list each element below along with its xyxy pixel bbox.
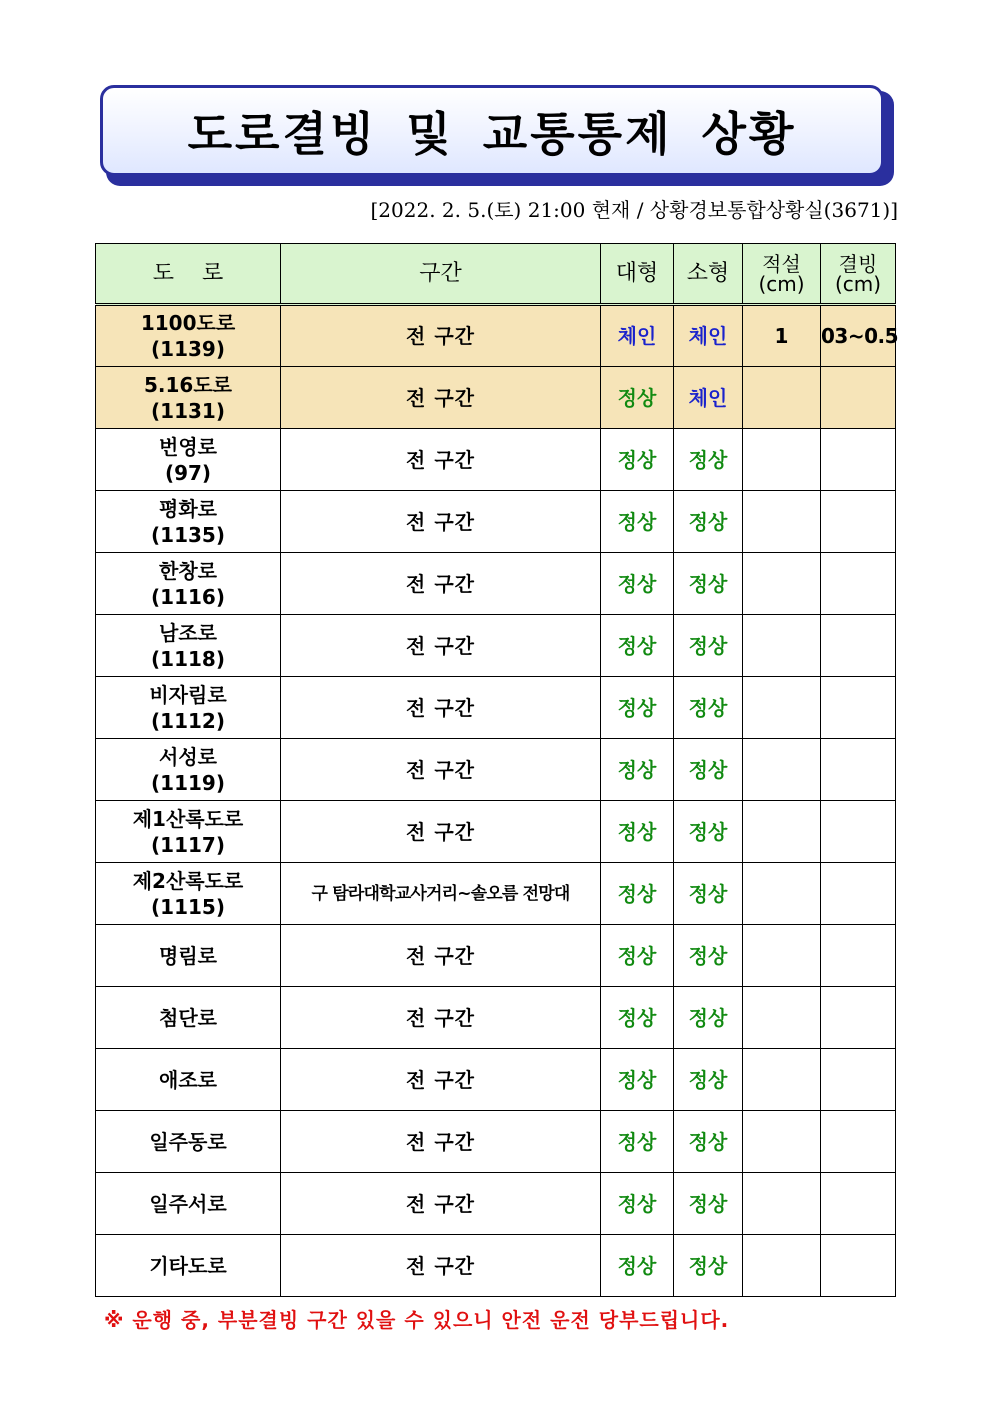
table-row — [96, 615, 896, 677]
section-cell: 전 구간 — [281, 677, 601, 739]
ice-depth-cell — [821, 925, 896, 987]
ice-depth-cell — [821, 987, 896, 1049]
header-snow — [743, 244, 821, 305]
road-cell — [96, 429, 281, 491]
header-ice-unit: (cm) — [834, 271, 882, 296]
snow-depth-cell — [743, 615, 821, 677]
table-row — [96, 863, 896, 925]
road-cell — [96, 367, 281, 429]
section-cell: 전 구간 — [281, 429, 601, 491]
table-row — [96, 367, 896, 429]
road-name: 제1산록도로 — [132, 806, 244, 831]
small-vehicle-status: 정상 — [674, 1111, 743, 1173]
large-vehicle-status: 정상 — [601, 801, 674, 863]
ice-depth-cell — [821, 553, 896, 615]
road-name: 번영로 — [159, 434, 217, 459]
road-name: 한창로 — [159, 558, 217, 583]
header-small: 소형 — [674, 244, 743, 305]
small-vehicle-status: 정상 — [674, 1235, 743, 1297]
road-name: 남조로 — [159, 620, 217, 645]
section-cell: 전 구간 — [281, 1235, 601, 1297]
section-cell: 전 구간 — [281, 1049, 601, 1111]
road-status-table — [95, 243, 899, 1297]
small-vehicle-status: 정상 — [674, 801, 743, 863]
small-vehicle-status: 정상 — [674, 1049, 743, 1111]
table-row — [96, 1173, 896, 1235]
header-snow-unit: (cm) — [758, 271, 805, 296]
header-snow-label: 적설 — [762, 251, 801, 276]
road-cell — [96, 925, 281, 987]
table-row — [96, 1111, 896, 1173]
table-row — [96, 801, 896, 863]
ice-depth-cell — [821, 1173, 896, 1235]
road-cell — [96, 1049, 281, 1111]
small-vehicle-status: 정상 — [674, 677, 743, 739]
table-row — [96, 1049, 896, 1111]
small-vehicle-status: 정상 — [674, 863, 743, 925]
snow-depth-cell — [743, 1173, 821, 1235]
header-large: 대형 — [601, 244, 674, 305]
road-name: 애조로 — [159, 1067, 217, 1092]
small-vehicle-status: 정상 — [674, 553, 743, 615]
snow-depth-cell: 1 — [743, 305, 821, 367]
road-name: 서성로 — [159, 744, 217, 769]
ice-depth-cell: 03~0.5 — [821, 305, 896, 367]
road-name: 첨단로 — [159, 1005, 217, 1030]
large-vehicle-status: 정상 — [601, 1235, 674, 1297]
snow-depth-cell — [743, 739, 821, 801]
section-cell: 전 구간 — [281, 491, 601, 553]
road-code: (1135) — [151, 522, 225, 547]
table-row — [96, 739, 896, 801]
section-cell: 전 구간 — [281, 305, 601, 367]
road-name: 5.16도로 — [144, 372, 232, 397]
road-name: 비자림로 — [149, 682, 227, 707]
road-cell — [96, 863, 281, 925]
large-vehicle-status: 정상 — [601, 429, 674, 491]
road-code: (1115) — [151, 894, 225, 919]
ice-depth-cell — [821, 1235, 896, 1297]
road-cell — [96, 987, 281, 1049]
section-cell: 전 구간 — [281, 615, 601, 677]
snow-depth-cell — [743, 801, 821, 863]
road-code: (1117) — [151, 832, 225, 857]
ice-depth-cell — [821, 677, 896, 739]
small-vehicle-status: 정상 — [674, 429, 743, 491]
large-vehicle-status: 정상 — [601, 987, 674, 1049]
snow-depth-cell — [743, 677, 821, 739]
table-row — [96, 925, 896, 987]
road-cell — [96, 491, 281, 553]
section-cell: 전 구간 — [281, 367, 601, 429]
section-cell: 전 구간 — [281, 801, 601, 863]
snow-depth-cell — [743, 429, 821, 491]
snow-depth-cell — [743, 553, 821, 615]
table-row — [96, 305, 896, 367]
ice-depth-cell — [821, 801, 896, 863]
large-vehicle-status: 정상 — [601, 1049, 674, 1111]
snow-depth-cell — [743, 1111, 821, 1173]
road-cell — [96, 1235, 281, 1297]
small-vehicle-status: 정상 — [674, 615, 743, 677]
small-vehicle-status: 체인 — [674, 305, 743, 367]
large-vehicle-status: 정상 — [601, 677, 674, 739]
large-vehicle-status: 정상 — [601, 553, 674, 615]
header-road: 도 로 — [96, 244, 281, 305]
table-row — [96, 987, 896, 1049]
road-name: 1100도로 — [140, 311, 236, 335]
ice-depth-cell — [821, 1111, 896, 1173]
road-code: (1131) — [151, 398, 225, 423]
section-cell: 전 구간 — [281, 1173, 601, 1235]
road-cell — [96, 801, 281, 863]
small-vehicle-status: 정상 — [674, 1173, 743, 1235]
road-code: (1139) — [151, 337, 225, 361]
page-title: 도로결빙 및 교통통제 상황 — [187, 106, 797, 161]
road-code: (1112) — [151, 708, 225, 733]
header-ice — [821, 244, 896, 305]
table-header-row — [96, 244, 896, 305]
section-cell: 구 탐라대학교사거리~솔오름 전망대 — [281, 863, 601, 925]
small-vehicle-status: 정상 — [674, 491, 743, 553]
table-row — [96, 677, 896, 739]
large-vehicle-status: 정상 — [601, 615, 674, 677]
section-cell: 전 구간 — [281, 553, 601, 615]
road-code: (1118) — [151, 646, 225, 671]
small-vehicle-status: 정상 — [674, 925, 743, 987]
small-vehicle-status: 정상 — [674, 739, 743, 801]
footer-note: ※ 운행 중, 부분결빙 구간 있을 수 있으니 안전 운전 당부드립니다. — [104, 1308, 730, 1332]
ice-depth-cell — [821, 367, 896, 429]
small-vehicle-status: 정상 — [674, 987, 743, 1049]
road-cell — [96, 1173, 281, 1235]
snow-depth-cell — [743, 491, 821, 553]
road-cell — [96, 305, 281, 367]
large-vehicle-status: 정상 — [601, 739, 674, 801]
road-name: 제2산록도로 — [132, 868, 244, 893]
table-row — [96, 1235, 896, 1297]
table-row — [96, 553, 896, 615]
ice-depth-cell — [821, 1049, 896, 1111]
large-vehicle-status: 정상 — [601, 491, 674, 553]
large-vehicle-status: 정상 — [601, 863, 674, 925]
road-code: (97) — [164, 460, 212, 485]
road-code: (1116) — [151, 584, 225, 609]
snow-depth-cell — [743, 863, 821, 925]
ice-depth-cell — [821, 615, 896, 677]
header-section: 구간 — [281, 244, 601, 305]
snow-depth-cell — [743, 987, 821, 1049]
road-cell — [96, 739, 281, 801]
small-vehicle-status: 체인 — [674, 367, 743, 429]
table-row — [96, 429, 896, 491]
section-cell: 전 구간 — [281, 1111, 601, 1173]
header-ice-label: 결빙 — [838, 251, 878, 276]
report-timestamp: [2022. 2. 5.(토) 21:00 현재 / 상황경보통합상황실(3671)] — [370, 198, 898, 222]
snow-depth-cell — [743, 925, 821, 987]
section-cell: 전 구간 — [281, 987, 601, 1049]
road-name: 평화로 — [159, 496, 217, 521]
snow-depth-cell — [743, 1235, 821, 1297]
road-name: 일주서로 — [149, 1191, 227, 1216]
large-vehicle-status: 정상 — [601, 1111, 674, 1173]
large-vehicle-status: 체인 — [601, 305, 674, 367]
road-cell — [96, 677, 281, 739]
large-vehicle-status: 정상 — [601, 925, 674, 987]
road-code: (1119) — [151, 770, 225, 795]
large-vehicle-status: 정상 — [601, 1173, 674, 1235]
road-name: 기타도로 — [149, 1253, 227, 1278]
title-banner — [100, 85, 884, 176]
ice-depth-cell — [821, 491, 896, 553]
road-cell — [96, 1111, 281, 1173]
ice-depth-cell — [821, 429, 896, 491]
table-row — [96, 491, 896, 553]
road-cell — [96, 615, 281, 677]
large-vehicle-status: 정상 — [601, 367, 674, 429]
road-name: 명림로 — [159, 943, 217, 968]
snow-depth-cell — [743, 1049, 821, 1111]
ice-depth-cell — [821, 739, 896, 801]
section-cell: 전 구간 — [281, 739, 601, 801]
road-cell — [96, 553, 281, 615]
ice-depth-cell — [821, 863, 896, 925]
section-cell: 전 구간 — [281, 925, 601, 987]
snow-depth-cell — [743, 367, 821, 429]
road-name: 일주동로 — [149, 1129, 227, 1154]
